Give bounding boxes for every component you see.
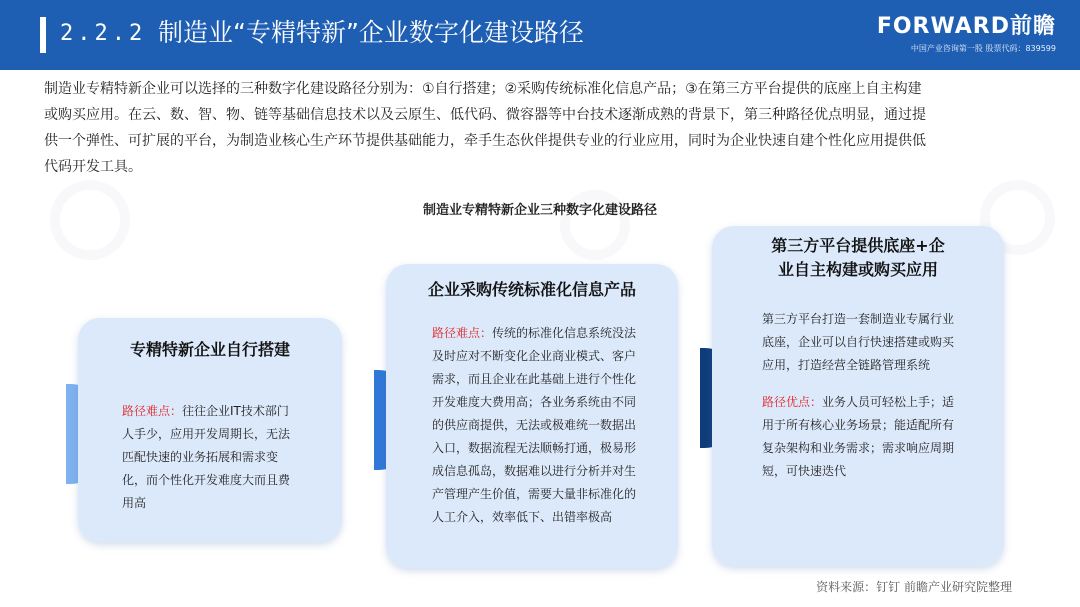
card-text: 及时应对不断变化企业商业模式、客户 [432,349,637,363]
card-title-line: 业自主构建或购买应用 [777,260,938,279]
card-text: 短，可快速迭代 [762,464,847,478]
header-bar [0,0,1080,70]
card-text: 第三方平台打造一套制造业专属行业 [762,312,955,326]
card-text: 传统的标准化信息系统没法 [492,326,637,340]
path-card-self-build [78,318,342,542]
advantage-label: 路径优点： [762,395,823,409]
card-text: 匹配快速的业务拓展和需求变 [122,450,279,464]
intro-line: 制造业专精特新企业可以选择的三种数字化建设路径分别为：①自行搭建；②采购传统标准化信息产品；③在第三方平台提供的底座上自主构建 [44,81,922,97]
card-text: 开发难度大费用高；各业务系统由不同 [432,395,637,409]
header-accent-bar [40,17,46,53]
card-body [432,322,672,529]
difficulty-label: 路径难点： [122,404,183,418]
card-title [712,234,1004,282]
page-title: 制造业“专精特新”企业数字化建设路径 [158,18,584,47]
card-text: 人手少，应用开发周期长，无法 [122,427,291,441]
logo-subtitle: 中国产业咨询第一股 股票代码：839599 [910,44,1056,53]
card-title-line: 第三方平台提供底座+企 [771,236,945,255]
card-text: 成信息孤岛，数据难以进行分析并对生 [432,464,637,478]
difficulty-label: 路径难点： [432,326,493,340]
card-text: 需求，而且企业在此基础上进行个性化 [432,372,637,386]
logo: FORWARD前瞻 [876,14,1056,39]
card-title: 专精特新企业自行搭建 [129,340,290,359]
card-text: 的供应商提供，无法或极难统一数据出 [432,418,637,432]
intro-line: 或购买应用。在云、数、智、物、链等基础信息技术以及云原生、低代码、微容器等中台技术逐渐成熟的背景下，第三种路径优点明显，通过提 [44,107,926,123]
card-text: 往往企业IT技术部门 [182,404,289,418]
card-text: 复杂架构和业务需求；需求响应周期 [762,441,955,455]
card-text: 业务人员可轻松上手；适 [822,395,955,409]
section-number: 2.2.2 [60,21,147,46]
card-text: 化，而个性化开发难度大而且费 [122,473,291,487]
card-body [122,400,336,515]
card-text: 用高 [122,496,147,510]
path-card-purchase [386,264,678,568]
card-text: 底座，企业可以自行快速搭建或购买 [762,335,955,349]
intro-line: 代码开发工具。 [44,159,142,175]
card-title: 企业采购传统标准化信息产品 [427,280,636,299]
intro-paragraph [44,76,1040,180]
card-text: 应用，打造经营全链路管理系统 [762,358,931,372]
card-text: 入口，数据流程无法顺畅打通，极易形 [432,441,637,455]
diagram-title: 制造业专精特新企业三种数字化建设路径 [422,203,657,218]
card-text: 人工介入，效率低下、出错率极高 [432,510,613,524]
card-text: 用于所有核心业务场景；能适配所有 [762,418,955,432]
card-body [762,308,998,483]
intro-line: 供一个弹性、可扩展的平台，为制造业核心生产环节提供基础能力，牵手生态伙伴提供专业的行业应用，同时为企业快速自建个性化应用提供低 [44,133,926,149]
card-text: 产管理产生价值，需要大量非标准化的 [432,487,637,501]
path-card-third-party [712,226,1004,566]
source-note: 资料来源：钉钉 前瞻产业研究院整理 [816,580,1012,594]
